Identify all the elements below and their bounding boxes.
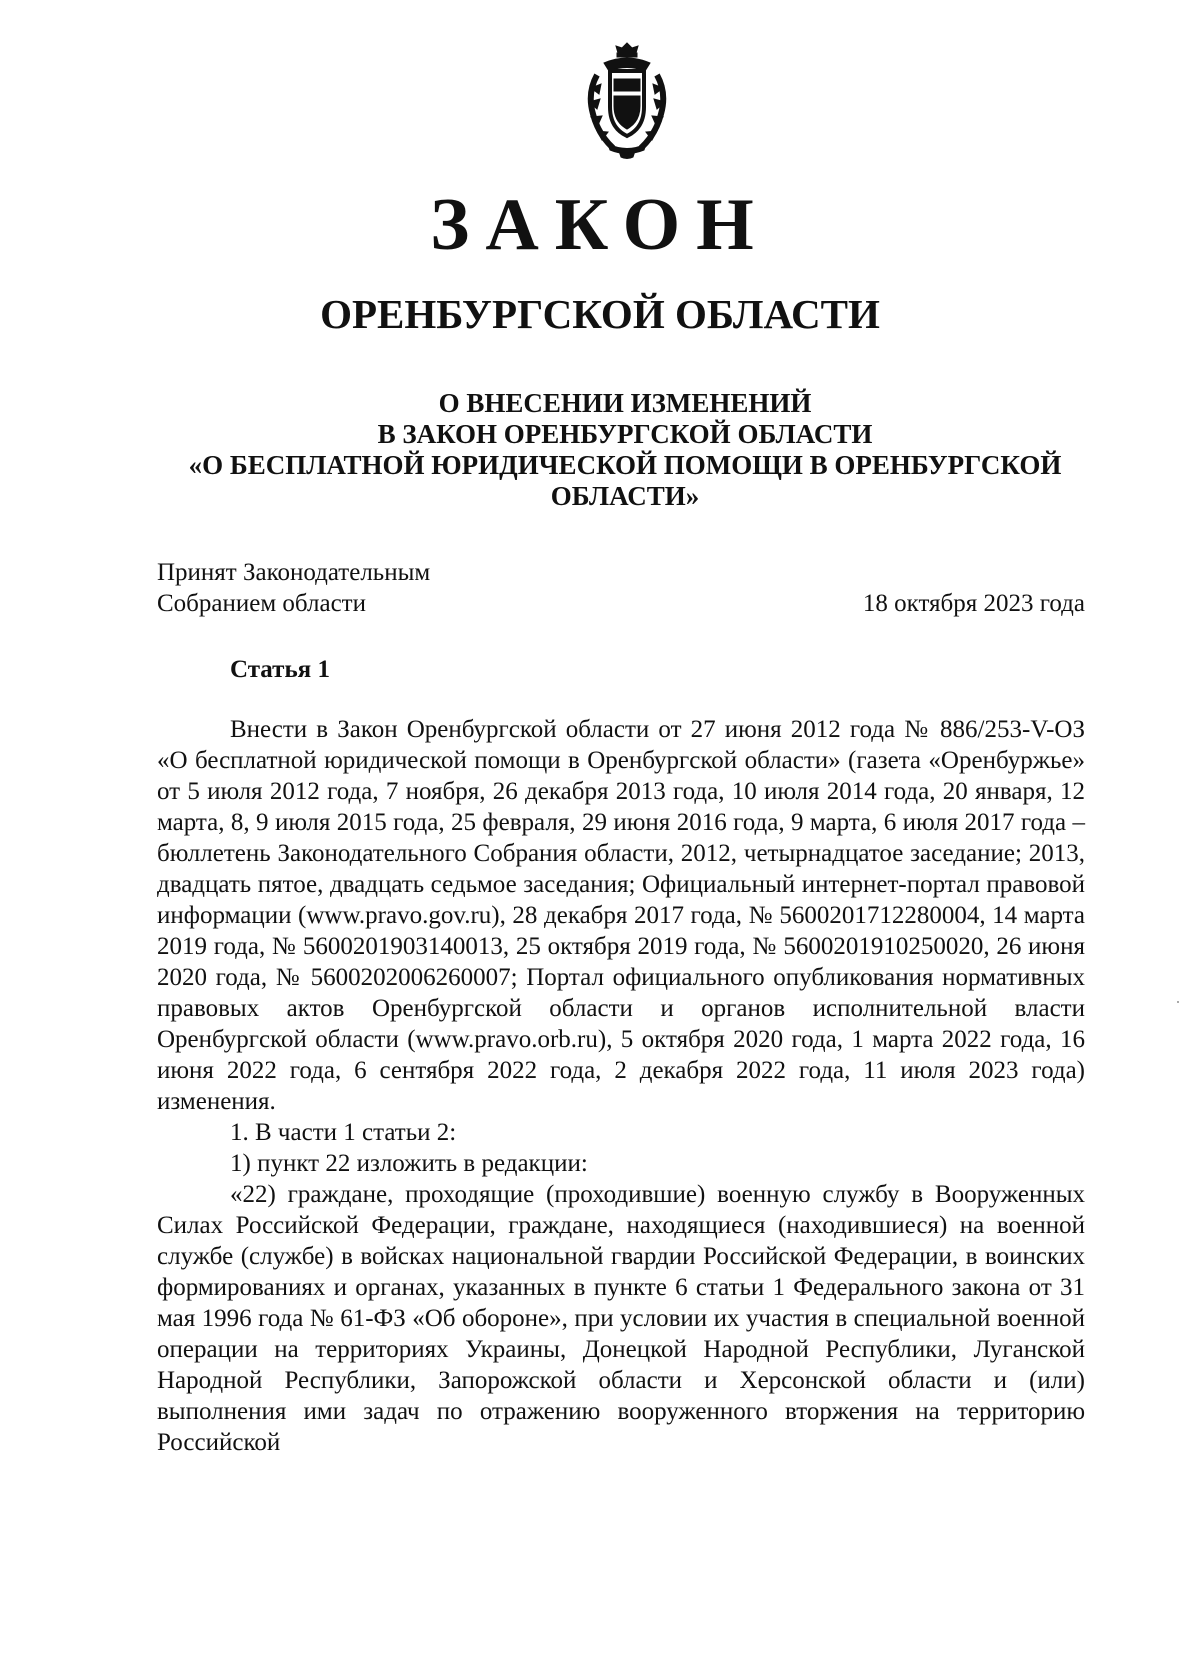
- law-heading-line-1: О ВНЕСЕНИИ ИЗМЕНЕНИЙ: [438, 388, 812, 418]
- law-heading-line-2: В ЗАКОН ОРЕНБУРГСКОЙ ОБЛАСТИ: [377, 419, 873, 450]
- adoption-info: [157, 557, 1085, 620]
- law-heading: [150, 388, 1100, 512]
- coat-of-arms-icon: [579, 40, 675, 160]
- amendment-item-1: 1. В части 1 статьи 2:: [230, 1119, 457, 1146]
- intro-paragraph: Внести в Закон Оренбургской области от 27 июня 2012 года № 886/253-V-ОЗ «О бесплатной юридической помощи в Оренбургской области» (газета «Оренбуржье» от 5 июля 2012 года, 7 ноября, 26 декабря 2013 года, 10 июля 2014 года, 20 января, 12 марта, 8, 9 июля 2015 года, 25 февраля, 29 июня 2016 года, 9 марта, 6 июля 2017 года – бюллетень Законодательного Собрания области, 2012, четырнадцатое заседание; 2013, двадцать пятое, двадцать седьмое заседания; Официальный интернет-портал правовой информации (www.pravo.gov.ru), 28 декабря 2017 года, № 5600201712280004, 14 марта 2019 года, № 5600201903140013, 25 октября 2019 года, № 5600201910250020, 26 июня 2020 года, № 5600202006260007; Портал официального опубликования нормативных правовых актов Оренбургской области и органов исполнительной власти Оренбургской области (www.pravo.orb.ru), 5 октября 2020 года, 1 марта 2022 года, 16 июня 2022 года, 6 сентября 2022 года, 2 декабря 2022 года, 11 июля 2023 года) изменения.: [157, 716, 1085, 1115]
- amendment-subitem-1: 1) пункт 22 изложить в редакции:: [230, 1150, 588, 1177]
- document-subtitle: ОРЕНБУРГСКОЙ ОБЛАСТИ: [320, 291, 880, 337]
- article-title: Статья 1: [230, 656, 330, 683]
- adoption-row: [157, 588, 1085, 619]
- adoption-date: 18 октября 2023 года: [862, 590, 1085, 618]
- adoption-line-1: Принят Законодательным: [157, 559, 431, 586]
- adoption-line-2: Собранием области: [157, 590, 366, 618]
- scan-dot: [1177, 1001, 1179, 1003]
- law-heading-line-3: «О БЕСПЛАТНОЙ ЮРИДИЧЕСКОЙ ПОМОЩИ В ОРЕНБУРГСКОЙ: [188, 450, 1062, 481]
- document-title: ЗАКОН: [430, 184, 770, 266]
- law-heading-line-4: ОБЛАСТИ»: [550, 481, 700, 512]
- quoted-provision: «22) граждане, проходящие (проходившие) военную службу в Вооруженных Силах Российской Федерации, граждане, находящиеся (находившиеся) на военной службе (службе) в войсках национальной гвардии Российской Федерации, в воинских формированиях и органах, указанных в пункте 6 статьи 1 Федерального закона от 31 мая 1996 года № 61-ФЗ «Об обороне», при условии их участия в специальной военной операции на территориях Украины, Донецкой Народной Республики, Луганской Народной Республики, Запорожской области и Херсонской области и (или) выполнения ими задач по отражению вооруженного вторжения на территорию Российской: [157, 1181, 1085, 1456]
- article-body: [157, 714, 1085, 1458]
